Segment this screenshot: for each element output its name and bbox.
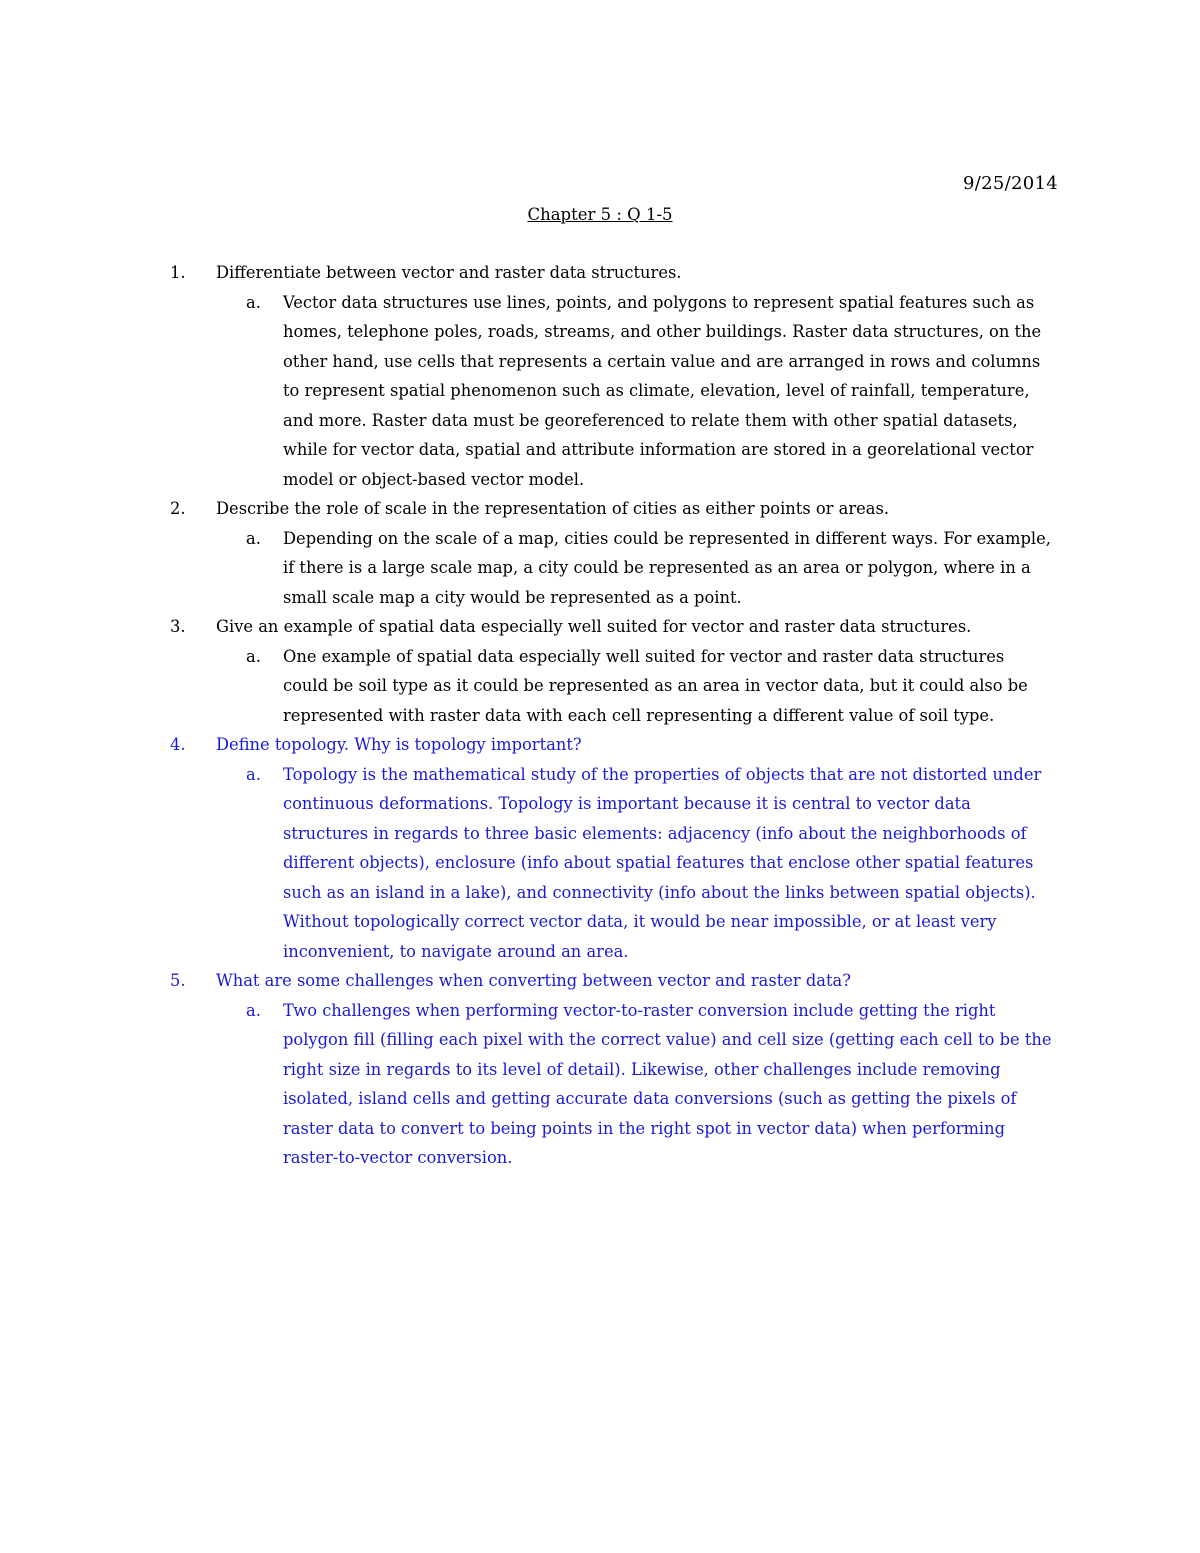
question-text: Give an example of spatial data especially well suited for vector and raster data structures. <box>216 617 972 636</box>
question-heading <box>170 494 1070 524</box>
question-item-1 <box>170 258 1070 494</box>
question-number: 2. <box>170 499 186 518</box>
answer-letter: a. <box>246 1000 261 1020</box>
question-item-3 <box>170 612 1070 730</box>
document-title: Chapter 5 : Q 1-5 <box>527 205 673 224</box>
answer-letter: a. <box>246 764 261 784</box>
answer-text: Two challenges when performing vector-to-raster conversion include getting the right polygon fill (filling each pixel with the correct value) and cell size (getting each cell to be the right size in regards to its level of detail). Likewise, other challenges include removing isolated, island cells and getting accurate data conversions (such as getting the pixels of raster data to convert to being points in the right spot in vector data) when performing raster-to-vector conversion. <box>283 1000 1052 1167</box>
answer-item <box>170 996 1070 1173</box>
question-list <box>170 258 1070 1173</box>
question-text: Differentiate between vector and raster data structures. <box>216 263 682 282</box>
answer-item <box>170 760 1070 967</box>
question-heading <box>170 966 1070 996</box>
answer-item <box>170 524 1070 613</box>
question-text: What are some challenges when converting between vector and raster data? <box>216 971 851 990</box>
question-number: 5. <box>170 971 186 990</box>
answer-letter: a. <box>246 646 261 666</box>
question-heading <box>170 258 1070 288</box>
answer-text: Depending on the scale of a map, cities could be represented in different ways. For example, if there is a large scale map, a city could be represented as an area or polygon, where in a small scale map a city would be represented as a point. <box>283 528 1051 607</box>
question-heading <box>170 730 1070 760</box>
answer-item <box>170 642 1070 731</box>
question-item-4 <box>170 730 1070 966</box>
question-text: Describe the role of scale in the representation of cities as either points or areas. <box>216 499 889 518</box>
question-heading <box>170 612 1070 642</box>
question-number: 4. <box>170 735 186 754</box>
document-date: 9/25/2014 <box>963 173 1058 194</box>
question-number: 3. <box>170 617 186 636</box>
question-item-5 <box>170 966 1070 1173</box>
answer-letter: a. <box>246 292 261 312</box>
answer-item <box>170 288 1070 495</box>
answer-text: Topology is the mathematical study of the properties of objects that are not distorted under continuous deformations. Topology is important because it is central to vector data structures in regards to three basic elements: adjacency (info about the neighborhoods of different objects), enclosure (info about spatial features that enclose other spatial features such as an island in a lake), and connectivity (info about the links between spatial objects). Without topologically correct vector data, it would be near impossible, or at least very inconvenient, to navigate around an area. <box>283 764 1042 961</box>
question-text: Define topology. Why is topology important? <box>216 735 582 754</box>
answer-text: One example of spatial data especially well suited for vector and raster data structures could be soil type as it could be represented as an area in vector data, but it could also be represented with raster data with each cell representing a different value of soil type. <box>283 646 1028 725</box>
question-item-2 <box>170 494 1070 612</box>
answer-text: Vector data structures use lines, points, and polygons to represent spatial features such as homes, telephone poles, roads, streams, and other buildings. Raster data structures, on the other hand, use cells that represents a certain value and are arranged in rows and columns to represent spatial phenomenon such as climate, elevation, level of rainfall, temperature, and more. Raster data must be georeferenced to relate them with other spatial datasets, while for vector data, spatial and attribute information are stored in a georelational vector model or object-based vector model. <box>283 292 1042 489</box>
question-number: 1. <box>170 263 186 282</box>
answer-letter: a. <box>246 528 261 548</box>
